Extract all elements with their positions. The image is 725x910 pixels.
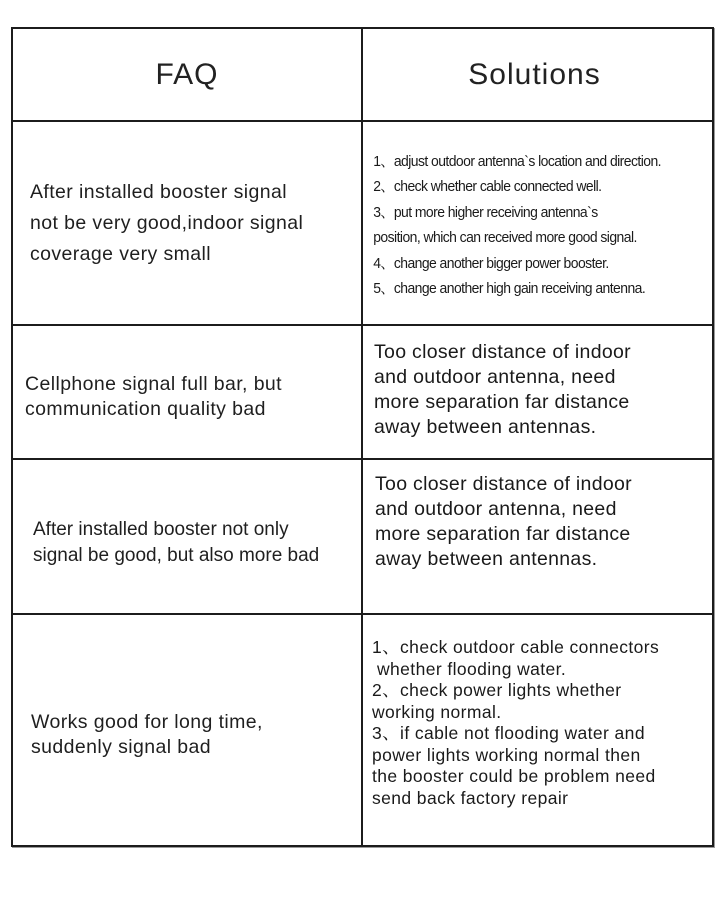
faq-question-cell [13,326,363,458]
question-line: communication quality bad [25,398,266,420]
faq-question [13,504,319,569]
solution-list [363,637,659,823]
question-line: After installed booster signal [30,180,287,203]
solution-line: 5、change another high gain receiving antenna. [373,280,646,297]
faq-question-cell [13,460,363,613]
solution-line: away between antennas. [374,416,597,438]
table-header-row [13,29,712,120]
solution-line: away between antennas. [375,547,598,570]
solutions-column-header: Solutions [468,57,601,91]
question-line: suddenly signal bad [31,736,211,758]
faq-table [11,27,714,847]
solution-line: 3、put more higher receiving antenna`s [373,203,598,221]
solution-cell [363,326,712,458]
table-row [13,120,712,324]
solution-list [363,145,661,302]
solution-line: 1、adjust outdoor antenna`s location and direction. [373,152,661,170]
solution-line: more separation far distance [375,522,631,545]
table-row [13,324,712,458]
solution-line: the booster could be problem need [372,766,656,786]
solution-text [363,472,632,602]
solution-line: Too closer distance of indoor [374,341,631,363]
solution-line: 2、check whether cable connected well. [373,178,602,195]
solution-line: whether flooding water. [377,658,567,679]
solution-line: and outdoor antenna, need [375,497,617,520]
solution-line: 4、change another bigger power booster. [373,254,609,272]
question-line: After installed booster not only [33,519,289,540]
faq-question-cell [13,122,363,324]
table-row [13,458,712,613]
solution-line: and outdoor antenna, need [374,366,616,388]
solution-line: 3、if cable not flooding water and [372,723,645,743]
solution-cell [363,460,712,613]
solution-line: more separation far distance [374,391,630,413]
question-line: Cellphone signal full bar, but [25,373,282,395]
faq-question [13,362,282,422]
faq-question-cell [13,615,363,845]
solution-line: Too closer distance of indoor [375,472,632,495]
solution-line: working normal. [372,701,502,722]
solution-cell [363,615,712,845]
question-line: not be very good,indoor signal [30,211,304,234]
solution-line: send back factory repair [372,787,569,808]
faq-column-header: FAQ [13,29,363,120]
solution-cell [363,122,712,324]
question-line: coverage very small [30,242,211,265]
solution-line: 2、check power lights whether [372,680,622,700]
solution-line: 1、check outdoor cable connectors [372,637,660,657]
faq-question [13,177,303,270]
solution-line: power lights working normal then [372,744,641,765]
solution-text [363,340,631,444]
question-line: signal be good, but also more bad [33,545,320,566]
question-line: Works good for long time, [31,711,263,733]
table-row [13,613,712,845]
faq-question [13,700,263,760]
solution-line: position, which can received more good signal. [373,229,637,246]
